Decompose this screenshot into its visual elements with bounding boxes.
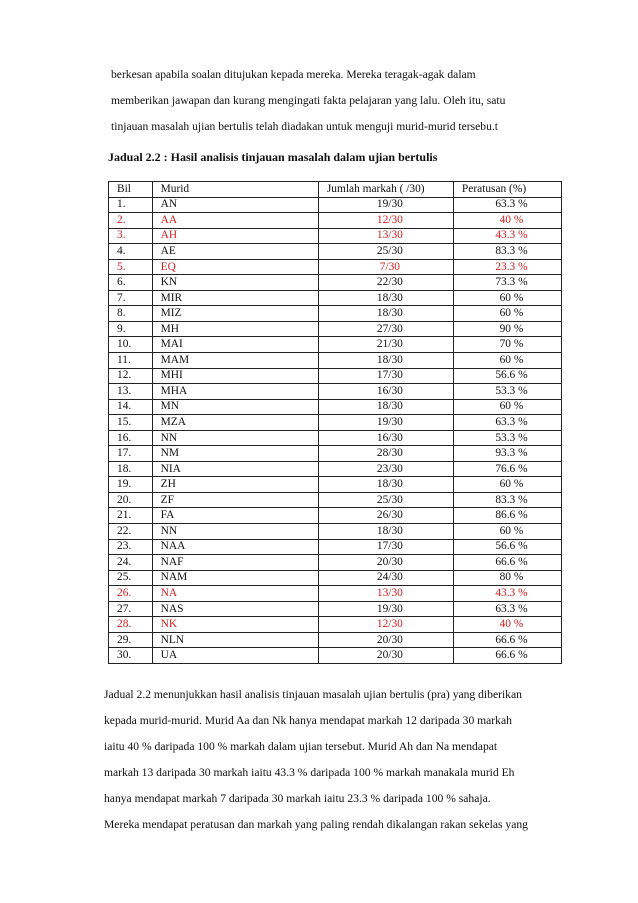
analysis-line: Mereka mendapat peratusan dan markah yang paling rendah dikalangan rakan sekelas yang — [104, 818, 528, 831]
cell-peratusan: 86.6 % — [453, 508, 561, 524]
cell-jumlah-markah: 26/30 — [318, 508, 453, 524]
cell-bil: 5. — [109, 259, 153, 275]
table-row — [109, 384, 562, 400]
cell-murid: FA — [152, 508, 318, 524]
cell-peratusan: 60 % — [453, 477, 561, 493]
cell-bil: 29. — [109, 632, 153, 648]
table-row — [109, 570, 562, 586]
table-row — [109, 321, 562, 337]
cell-peratusan: 63.3 % — [453, 415, 561, 431]
cell-bil: 8. — [109, 306, 153, 322]
table-row — [109, 539, 562, 555]
cell-peratusan: 53.3 % — [453, 384, 561, 400]
cell-jumlah-markah: 21/30 — [318, 337, 453, 353]
analysis-line: hanya mendapat markah 7 daripada 30 markah iaitu 23.3 % daripada 100 % sahaja. — [104, 792, 491, 805]
cell-bil: 20. — [109, 492, 153, 508]
cell-jumlah-markah: 7/30 — [318, 259, 453, 275]
table-row — [109, 197, 562, 213]
cell-jumlah-markah: 18/30 — [318, 353, 453, 369]
table-row — [109, 446, 562, 462]
cell-peratusan: 90 % — [453, 321, 561, 337]
intro-paragraph — [111, 62, 566, 140]
results-table — [108, 181, 562, 664]
table-row — [109, 648, 562, 664]
cell-peratusan: 56.6 % — [453, 539, 561, 555]
cell-jumlah-markah: 18/30 — [318, 524, 453, 540]
header-jumlah-markah: Jumlah markah ( /30) — [318, 182, 453, 198]
cell-peratusan: 80 % — [453, 570, 561, 586]
table-row — [109, 244, 562, 260]
cell-bil: 26. — [109, 586, 153, 602]
table-caption: Jadual 2.2 : Hasil analisis tinjauan masalah dalam ujian bertulis — [108, 150, 438, 164]
cell-murid: ZF — [152, 492, 318, 508]
cell-peratusan: 63.3 % — [453, 197, 561, 213]
cell-murid: AA — [152, 213, 318, 229]
cell-bil: 12. — [109, 368, 153, 384]
cell-bil: 17. — [109, 446, 153, 462]
cell-jumlah-markah: 18/30 — [318, 477, 453, 493]
cell-peratusan: 60 % — [453, 306, 561, 322]
cell-bil: 28. — [109, 617, 153, 633]
cell-murid: MHI — [152, 368, 318, 384]
cell-jumlah-markah: 16/30 — [318, 430, 453, 446]
analysis-line: kepada murid-murid. Murid Aa dan Nk hanya mendapat markah 12 daripada 30 markah — [104, 714, 512, 727]
cell-peratusan: 60 % — [453, 290, 561, 306]
cell-jumlah-markah: 16/30 — [318, 384, 453, 400]
cell-bil: 18. — [109, 461, 153, 477]
header-murid: Murid — [152, 182, 318, 198]
table-row — [109, 228, 562, 244]
cell-murid: KN — [152, 275, 318, 291]
intro-line: berkesan apabila soalan ditujukan kepada mereka. Mereka teragak-agak dalam — [111, 68, 476, 81]
cell-murid: NA — [152, 586, 318, 602]
table-row — [109, 306, 562, 322]
analysis-line: markah 13 daripada 30 markah iaitu 43.3 % daripada 100 % markah manakala murid Eh — [104, 766, 515, 779]
cell-jumlah-markah: 19/30 — [318, 197, 453, 213]
cell-murid: MAM — [152, 353, 318, 369]
cell-peratusan: 66.6 % — [453, 648, 561, 664]
cell-jumlah-markah: 17/30 — [318, 539, 453, 555]
cell-murid: NN — [152, 524, 318, 540]
cell-jumlah-markah: 19/30 — [318, 601, 453, 617]
cell-jumlah-markah: 12/30 — [318, 617, 453, 633]
cell-peratusan: 76.6 % — [453, 461, 561, 477]
cell-murid: MZA — [152, 415, 318, 431]
cell-peratusan: 83.3 % — [453, 492, 561, 508]
cell-bil: 1. — [109, 197, 153, 213]
cell-jumlah-markah: 18/30 — [318, 399, 453, 415]
cell-bil: 2. — [109, 213, 153, 229]
cell-peratusan: 66.6 % — [453, 555, 561, 571]
cell-jumlah-markah: 25/30 — [318, 492, 453, 508]
table-row — [109, 586, 562, 602]
cell-murid: NIA — [152, 461, 318, 477]
table-row — [109, 508, 562, 524]
cell-murid: NAA — [152, 539, 318, 555]
cell-bil: 14. — [109, 399, 153, 415]
table-row — [109, 213, 562, 229]
cell-murid: UA — [152, 648, 318, 664]
cell-peratusan: 60 % — [453, 353, 561, 369]
cell-jumlah-markah: 23/30 — [318, 461, 453, 477]
table-row — [109, 492, 562, 508]
cell-peratusan: 53.3 % — [453, 430, 561, 446]
cell-murid: MN — [152, 399, 318, 415]
cell-peratusan: 40 % — [453, 617, 561, 633]
cell-murid: MHA — [152, 384, 318, 400]
cell-bil: 3. — [109, 228, 153, 244]
table-row — [109, 524, 562, 540]
cell-bil: 30. — [109, 648, 153, 664]
table-row — [109, 259, 562, 275]
cell-bil: 6. — [109, 275, 153, 291]
cell-bil: 13. — [109, 384, 153, 400]
cell-peratusan: 83.3 % — [453, 244, 561, 260]
cell-jumlah-markah: 19/30 — [318, 415, 453, 431]
table-row — [109, 368, 562, 384]
table-row — [109, 555, 562, 571]
table-row — [109, 353, 562, 369]
cell-murid: NAF — [152, 555, 318, 571]
cell-murid: NAM — [152, 570, 318, 586]
cell-jumlah-markah: 24/30 — [318, 570, 453, 586]
cell-bil: 7. — [109, 290, 153, 306]
cell-jumlah-markah: 27/30 — [318, 321, 453, 337]
table-row — [109, 461, 562, 477]
cell-murid: NLN — [152, 632, 318, 648]
table-row — [109, 632, 562, 648]
cell-peratusan: 60 % — [453, 399, 561, 415]
cell-murid: MIZ — [152, 306, 318, 322]
cell-jumlah-markah: 12/30 — [318, 213, 453, 229]
intro-line: memberikan jawapan dan kurang mengingati fakta pelajaran yang lalu. Oleh itu, satu — [111, 94, 506, 107]
cell-murid: MIR — [152, 290, 318, 306]
cell-murid: AE — [152, 244, 318, 260]
cell-peratusan: 56.6 % — [453, 368, 561, 384]
cell-jumlah-markah: 18/30 — [318, 290, 453, 306]
cell-peratusan: 43.3 % — [453, 228, 561, 244]
table-row — [109, 430, 562, 446]
cell-murid: NK — [152, 617, 318, 633]
cell-bil: 15. — [109, 415, 153, 431]
cell-murid: ZH — [152, 477, 318, 493]
cell-bil: 27. — [109, 601, 153, 617]
cell-bil: 4. — [109, 244, 153, 260]
header-bil: Bil — [109, 182, 153, 198]
table-row — [109, 415, 562, 431]
table-header-row — [109, 182, 562, 198]
cell-peratusan: 63.3 % — [453, 601, 561, 617]
cell-peratusan: 60 % — [453, 524, 561, 540]
analysis-line: iaitu 40 % daripada 100 % markah dalam ujian tersebut. Murid Ah dan Na mendapat — [104, 740, 498, 753]
cell-murid: AN — [152, 197, 318, 213]
table-row — [109, 290, 562, 306]
cell-jumlah-markah: 25/30 — [318, 244, 453, 260]
analysis-paragraph — [104, 682, 564, 838]
table-row — [109, 399, 562, 415]
cell-jumlah-markah: 20/30 — [318, 555, 453, 571]
analysis-line: Jadual 2.2 menunjukkan hasil analisis tinjauan masalah ujian bertulis (pra) yang diberikan — [104, 688, 522, 701]
cell-bil: 9. — [109, 321, 153, 337]
cell-jumlah-markah: 22/30 — [318, 275, 453, 291]
cell-murid: NAS — [152, 601, 318, 617]
cell-bil: 21. — [109, 508, 153, 524]
intro-line: tinjauan masalah ujian bertulis telah diadakan untuk menguji murid-murid tersebu.t — [111, 120, 499, 133]
cell-jumlah-markah: 18/30 — [318, 306, 453, 322]
table-row — [109, 337, 562, 353]
cell-bil: 11. — [109, 353, 153, 369]
cell-jumlah-markah: 13/30 — [318, 228, 453, 244]
cell-bil: 10. — [109, 337, 153, 353]
cell-murid: MH — [152, 321, 318, 337]
cell-murid: NM — [152, 446, 318, 462]
cell-peratusan: 66.6 % — [453, 632, 561, 648]
cell-bil: 23. — [109, 539, 153, 555]
cell-jumlah-markah: 13/30 — [318, 586, 453, 602]
cell-peratusan: 40 % — [453, 213, 561, 229]
table-row — [109, 601, 562, 617]
cell-bil: 16. — [109, 430, 153, 446]
cell-jumlah-markah: 17/30 — [318, 368, 453, 384]
cell-peratusan: 93.3 % — [453, 446, 561, 462]
table-body — [109, 197, 562, 663]
cell-bil: 25. — [109, 570, 153, 586]
cell-jumlah-markah: 20/30 — [318, 632, 453, 648]
table-row — [109, 275, 562, 291]
cell-bil: 24. — [109, 555, 153, 571]
cell-bil: 22. — [109, 524, 153, 540]
header-peratusan: Peratusan (%) — [453, 182, 561, 198]
cell-murid: MAI — [152, 337, 318, 353]
cell-peratusan: 23.3 % — [453, 259, 561, 275]
cell-murid: NN — [152, 430, 318, 446]
cell-murid: AH — [152, 228, 318, 244]
cell-murid: EQ — [152, 259, 318, 275]
cell-peratusan: 70 % — [453, 337, 561, 353]
cell-jumlah-markah: 28/30 — [318, 446, 453, 462]
table-row — [109, 617, 562, 633]
cell-jumlah-markah: 20/30 — [318, 648, 453, 664]
cell-peratusan: 43.3 % — [453, 586, 561, 602]
cell-bil: 19. — [109, 477, 153, 493]
table-row — [109, 477, 562, 493]
cell-peratusan: 73.3 % — [453, 275, 561, 291]
